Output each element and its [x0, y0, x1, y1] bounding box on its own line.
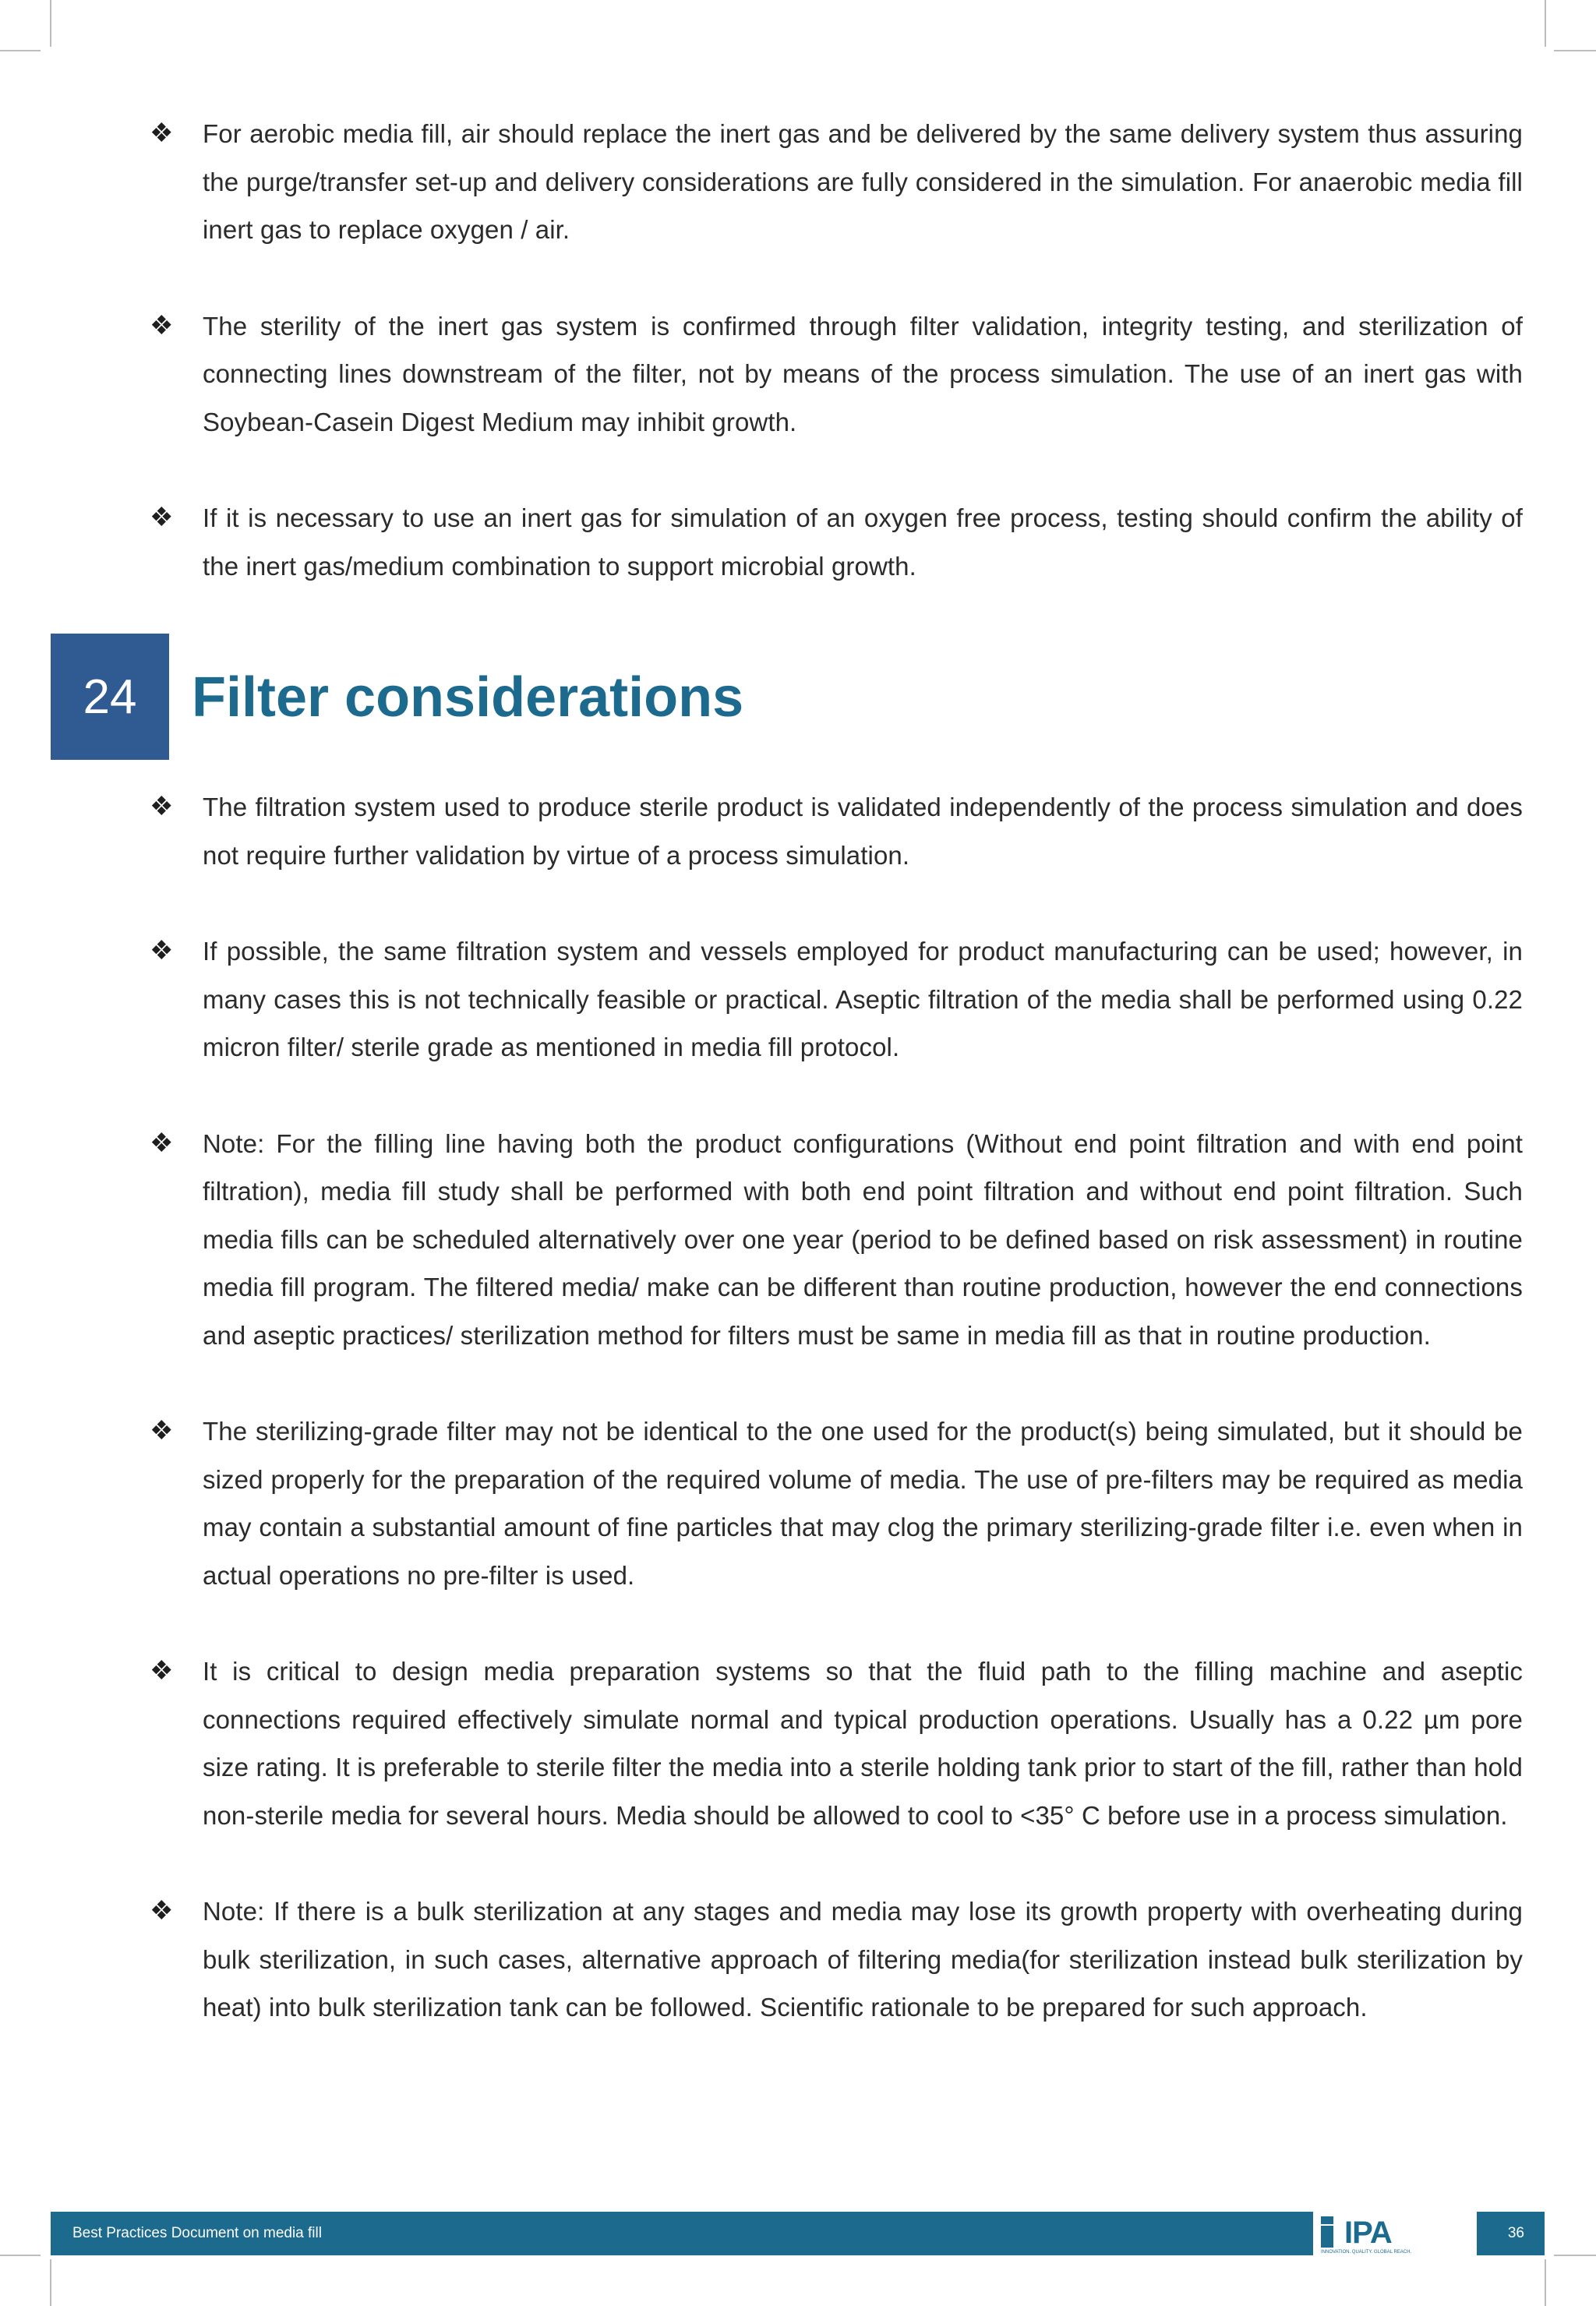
crop-mark-bottom-right-horizontal	[1554, 2255, 1596, 2256]
list-item	[150, 1120, 1523, 1360]
list-item	[150, 927, 1523, 1072]
list-item	[150, 494, 1523, 590]
bullet-text: It is critical to design media preparation systems so that the fluid path to the filling machine and aseptic connections required effectively simulate normal and typical production operations. Usually has a 0.22 µm pore size rating. It is preferable to sterile filter the media into a sterile holding tank prior to start of the fill, rather than hold non-sterile media for several hours. Media should be allowed to cool to <35° C before use in a process simulation.	[203, 1657, 1523, 1830]
diamond-bullet-icon: ❖	[150, 118, 174, 148]
crop-mark-top-right-horizontal	[1554, 50, 1596, 51]
section-bullet-list	[150, 783, 1523, 2080]
list-item	[150, 1647, 1523, 1839]
list-item	[150, 302, 1523, 447]
page-footer	[51, 2212, 1545, 2255]
page-number: 36	[1507, 2225, 1524, 2241]
bullet-text: Note: If there is a bulk sterilization at any stages and media may lose its growth property with overheating during bulk sterilization, in such cases, alternative approach of filtering media(for sterilization instead bulk sterilization by heat) into bulk sterilization tank can be followed. Scientific rationale to be prepared for such approach.	[203, 1897, 1523, 2022]
crop-mark-top-right-vertical	[1545, 0, 1546, 47]
diamond-bullet-icon: ❖	[150, 1896, 174, 1926]
crop-mark-bottom-left-horizontal	[0, 2255, 41, 2256]
bullet-text: The sterility of the inert gas system is confirmed through filter validation, integrity testing, and sterilization of connecting lines downstream of the filter, not by means of the process simulation. The use of an inert gas with Soybean-Casein Digest Medium may inhibit growth.	[203, 311, 1523, 436]
section-heading	[51, 634, 1531, 760]
crop-mark-bottom-left-vertical	[50, 2259, 51, 2306]
diamond-bullet-icon: ❖	[150, 1128, 174, 1158]
diamond-bullet-icon: ❖	[150, 792, 174, 821]
diamond-bullet-icon: ❖	[150, 503, 174, 532]
diamond-bullet-icon: ❖	[150, 936, 174, 966]
list-item	[150, 1407, 1523, 1599]
crop-mark-top-left-horizontal	[0, 50, 41, 51]
bullet-text: If it is necessary to use an inert gas for simulation of an oxygen free process, testing should confirm the ability of the inert gas/medium combination to support microbial growth.	[203, 503, 1523, 581]
logo-wordmark: IPA	[1344, 2216, 1392, 2250]
ipa-logo-icon	[1313, 2212, 1477, 2255]
section-number-badge: 24	[51, 634, 169, 760]
footer-document-title: Best Practices Document on media fill	[72, 2225, 322, 2241]
list-item	[150, 783, 1523, 879]
list-item	[150, 1888, 1523, 2032]
top-bullet-list	[150, 110, 1523, 638]
bullet-text: Note: For the filling line having both the product configurations (Without end point filtration and with end point filtration), media fill study shall be performed with both end point filtration and without end point filtration. Such media fills can be scheduled alternatively over one year (period to be defined based on risk assessment) in routine media fill program. The filtered media/ make can be different than routine production, however the end connections and aseptic practices/ sterilization method for filters must be same in media fill as that in routine production.	[203, 1128, 1523, 1350]
ipa-logo	[1313, 2212, 1477, 2255]
diamond-bullet-icon: ❖	[150, 1656, 174, 1686]
bullet-text: The filtration system used to produce sterile product is validated independently of the process simulation and does not require further validation by virtue of a process simulation.	[203, 793, 1523, 870]
list-item	[150, 110, 1523, 254]
section-title: Filter considerations	[192, 666, 744, 729]
crop-mark-top-left-vertical	[50, 0, 51, 47]
bullet-text: For aerobic media fill, air should replace the inert gas and be delivered by the same delivery system thus assuring the purge/transfer set-up and delivery considerations are fully considered in the simulation. For anaerobic media fill inert gas to replace oxygen / air.	[203, 119, 1523, 244]
diamond-bullet-icon: ❖	[150, 1416, 174, 1446]
bullet-text: If possible, the same filtration system and vessels employed for product manufacturing can be used; however, in many cases this is not technically feasible or practical. Aseptic filtration of the media shall be performed using 0.22 micron filter/ sterile grade as mentioned in media fill protocol.	[203, 937, 1523, 1061]
diamond-bullet-icon: ❖	[150, 310, 174, 341]
bullet-text: The sterilizing-grade filter may not be identical to the one used for the product(s) being simulated, but it should be sized properly for the preparation of the required volume of media. The use of pre-filters may be required as media may contain a substantial amount of fine particles that may clog the primary sterilizing-grade filter i.e. even when in actual operations no pre-filter is used.	[203, 1417, 1523, 1590]
logo-tagline: INNOVATION. QUALITY. GLOBAL REACH.	[1321, 2250, 1412, 2255]
crop-mark-bottom-right-vertical	[1545, 2259, 1546, 2306]
